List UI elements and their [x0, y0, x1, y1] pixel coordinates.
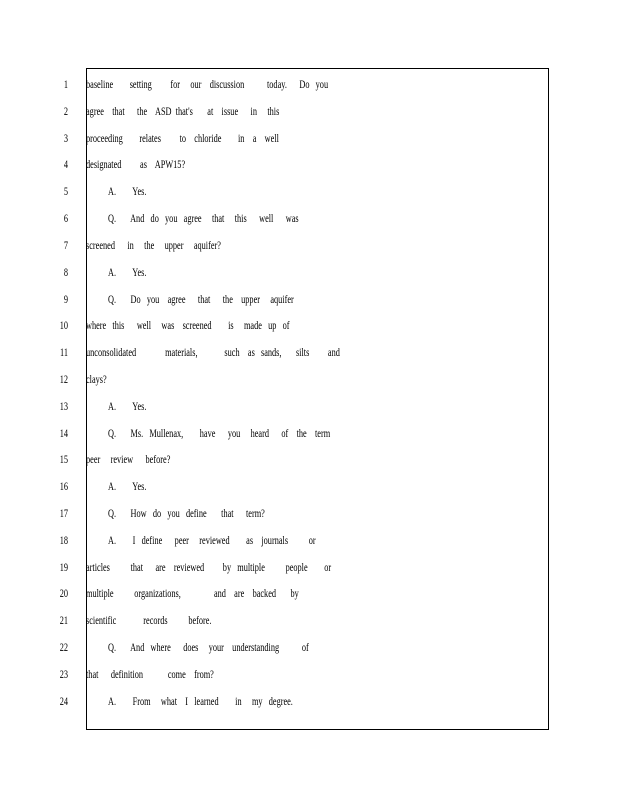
transcript-line: unconsolidated materials, such as sands, silts and: [86, 347, 340, 359]
question-line: Q. Do you agree that the upper aquifer: [108, 294, 294, 306]
line-number: 2: [63, 106, 68, 118]
transcript-line: peer review before?: [86, 454, 171, 466]
line-number: 13: [59, 401, 68, 413]
line-number: 22: [59, 642, 68, 654]
answer-line: A. Yes.: [108, 401, 147, 413]
transcript-line: screened in the upper aquifer?: [86, 240, 221, 252]
line-number: 24: [59, 696, 68, 708]
answer-line: A. Yes.: [108, 481, 147, 493]
line-number: 1: [63, 79, 68, 91]
line-number: 4: [63, 159, 68, 171]
transcript-line: articles that are reviewed by multiple people or: [86, 562, 332, 574]
line-number: 10: [59, 320, 68, 332]
transcript-line: agree that the ASD that's at issue in this: [86, 106, 280, 118]
question-line: Q. How do you define that term?: [108, 508, 265, 520]
line-number: 8: [63, 267, 68, 279]
transcript-line: where this well was screened is made up of: [86, 320, 290, 332]
answer-line: A. Yes.: [108, 267, 147, 279]
answer-line: A. From what I learned in my degree.: [108, 696, 293, 708]
transcript-line: clays?: [86, 374, 107, 386]
question-line: Q. And where does your understanding of: [108, 642, 309, 654]
transcript-line: designated as APW15?: [86, 159, 186, 171]
transcript-line: scientific records before.: [86, 615, 212, 627]
line-number: 17: [59, 508, 68, 520]
answer-line: A. I define peer reviewed as journals or: [108, 535, 316, 547]
line-number: 6: [63, 213, 68, 225]
line-number: 18: [59, 535, 68, 547]
answer-line: A. Yes.: [108, 186, 147, 198]
line-number: 3: [63, 133, 68, 145]
question-line: Q. Ms. Mullenax, have you heard of the term: [108, 428, 331, 440]
line-number: 14: [59, 428, 68, 440]
transcript-line: that definition come from?: [86, 669, 214, 681]
line-number: 23: [59, 669, 68, 681]
line-number: 21: [59, 615, 68, 627]
line-number: 20: [59, 588, 68, 600]
line-number: 16: [59, 481, 68, 493]
line-number: 19: [59, 562, 68, 574]
line-number: 12: [59, 374, 68, 386]
transcript-line: multiple organizations, and are backed by: [86, 588, 299, 600]
line-number: 15: [59, 454, 68, 466]
transcript-line: baseline setting for our discussion today. Do you: [86, 79, 329, 91]
transcript-line: proceeding relates to chloride in a well: [86, 133, 279, 145]
line-number: 11: [60, 347, 68, 359]
line-number: 9: [63, 294, 68, 306]
line-number: 7: [63, 240, 68, 252]
question-line: Q. And do you agree that this well was: [108, 213, 299, 225]
line-number: 5: [63, 186, 68, 198]
